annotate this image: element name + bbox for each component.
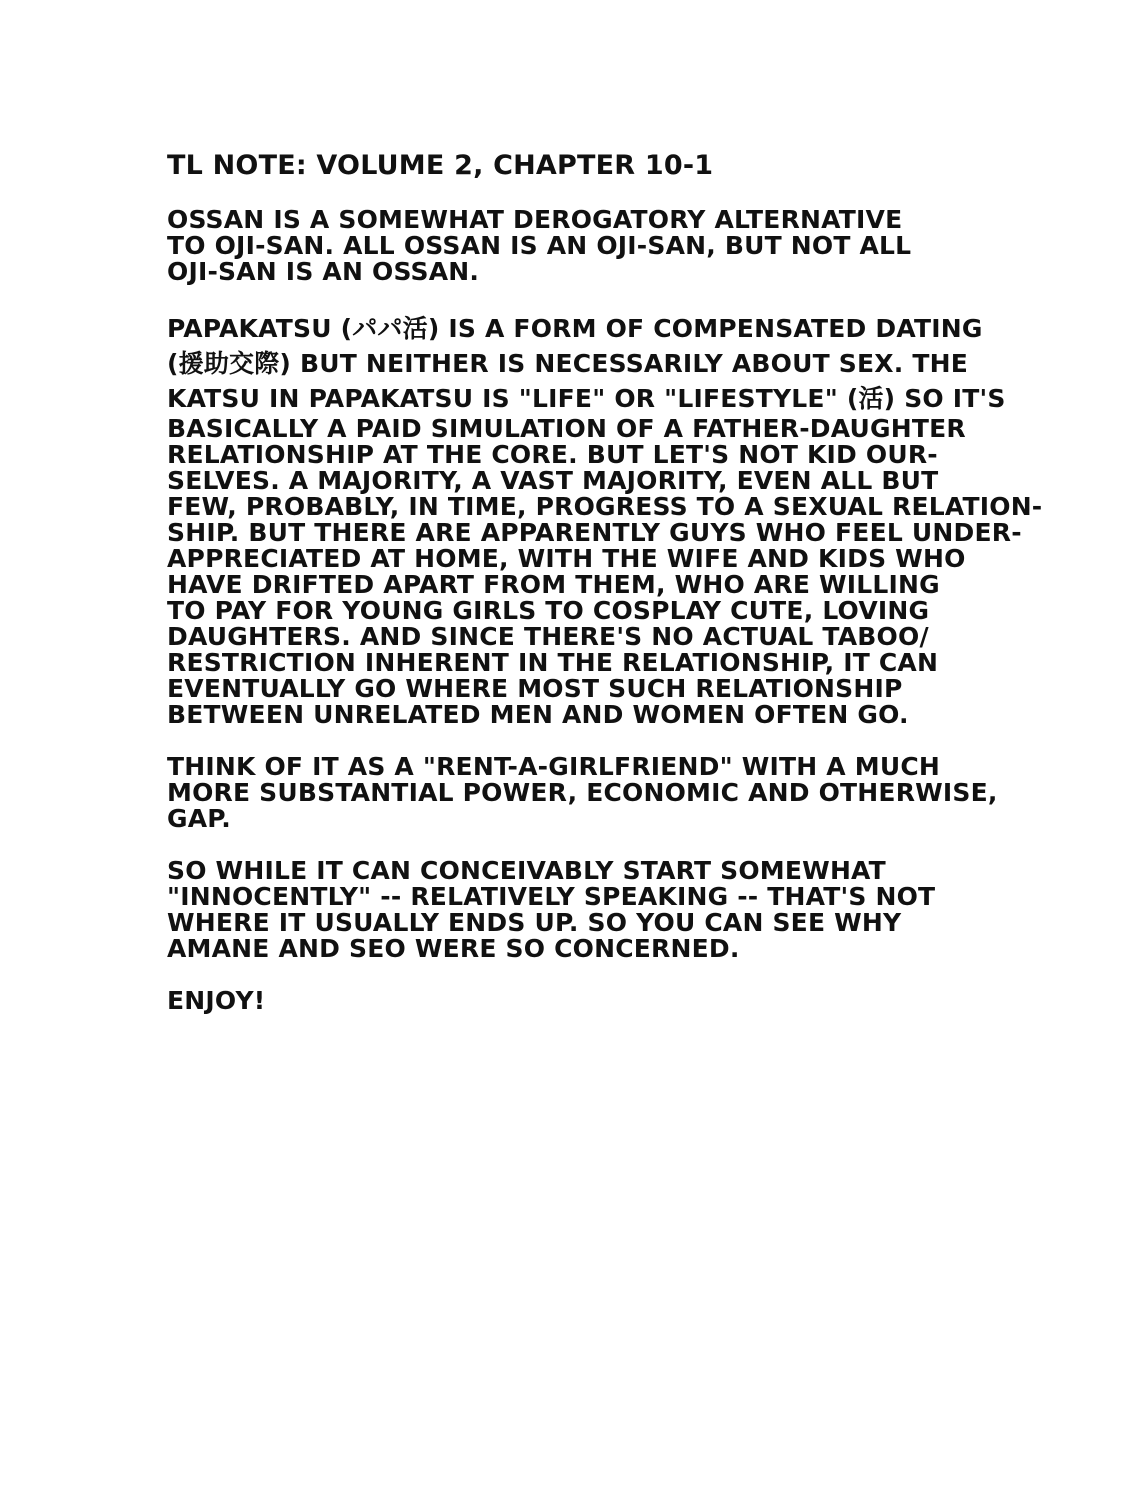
note-line: APPRECIATED AT HOME, WITH THE WIFE AND KIDS WHO [167,544,966,573]
note-line: HAVE DRIFTED APART FROM THEM, WHO ARE WILLING [167,570,940,599]
note-line: GAP. [167,804,231,833]
translator-note [167,148,1067,1040]
note-paragraph-ossan [167,207,1067,285]
note-line: AMANE AND SEO WERE SO CONCERNED. [167,934,740,963]
note-line: "INNOCENTLY" -- RELATIVELY SPEAKING -- THAT'S NOT [167,882,936,911]
note-title: TL NOTE: VOLUME 2, CHAPTER 10-1 [167,150,714,181]
note-line: RELATIONSHIP AT THE CORE. BUT LET'S NOT KID OUR- [167,440,938,469]
note-line: RESTRICTION INHERENT IN THE RELATIONSHIP, IT CAN [167,648,939,677]
note-line: KATSU IN PAPAKATSU IS "LIFE" OR "LIFESTYLE" (活) SO IT'S [167,384,1006,413]
note-line: TO OJI-SAN. ALL OSSAN IS AN OJI-SAN, BUT NOT ALL [167,231,912,260]
note-line: SELVES. A MAJORITY, A VAST MAJORITY, EVEN ALL BUT [167,466,939,495]
note-line: EVENTUALLY GO WHERE MOST SUCH RELATIONSHIP [167,674,903,703]
note-line: THINK OF IT AS A "RENT-A-GIRLFRIEND" WITH A MUCH [167,752,941,781]
note-line: MORE SUBSTANTIAL POWER, ECONOMIC AND OTHERWISE, [167,778,998,807]
note-line: BETWEEN UNRELATED MEN AND WOMEN OFTEN GO. [167,700,909,729]
note-paragraph-papakatsu [167,311,1067,728]
note-line: ENJOY! [167,986,266,1015]
note-line: PAPAKATSU (パパ活) IS A FORM OF COMPENSATED DATING [167,314,983,343]
note-paragraph-signoff [167,988,1067,1014]
note-line: SO WHILE IT CAN CONCEIVABLY START SOMEWHAT [167,856,886,885]
note-line: BASICALLY A PAID SIMULATION OF A FATHER-DAUGHTER [167,414,966,443]
note-line: SHIP. BUT THERE ARE APPARENTLY GUYS WHO FEEL UNDER- [167,518,1022,547]
note-line: FEW, PROBABLY, IN TIME, PROGRESS TO A SEXUAL RELATION- [167,492,1043,521]
note-line: OJI-SAN IS AN OSSAN. [167,257,480,286]
note-line: OSSAN IS A SOMEWHAT DEROGATORY ALTERNATIVE [167,205,903,234]
note-line: DAUGHTERS. AND SINCE THERE'S NO ACTUAL TABOO/ [167,622,929,651]
note-line: (援助交際) BUT NEITHER IS NECESSARILY ABOUT SEX. THE [167,349,968,378]
note-paragraph-conclusion [167,858,1067,962]
note-line: WHERE IT USUALLY ENDS UP. SO YOU CAN SEE WHY [167,908,902,937]
note-line: TO PAY FOR YOUNG GIRLS TO COSPLAY CUTE, LOVING [167,596,930,625]
note-paragraph-rent-a-girlfriend [167,754,1067,832]
